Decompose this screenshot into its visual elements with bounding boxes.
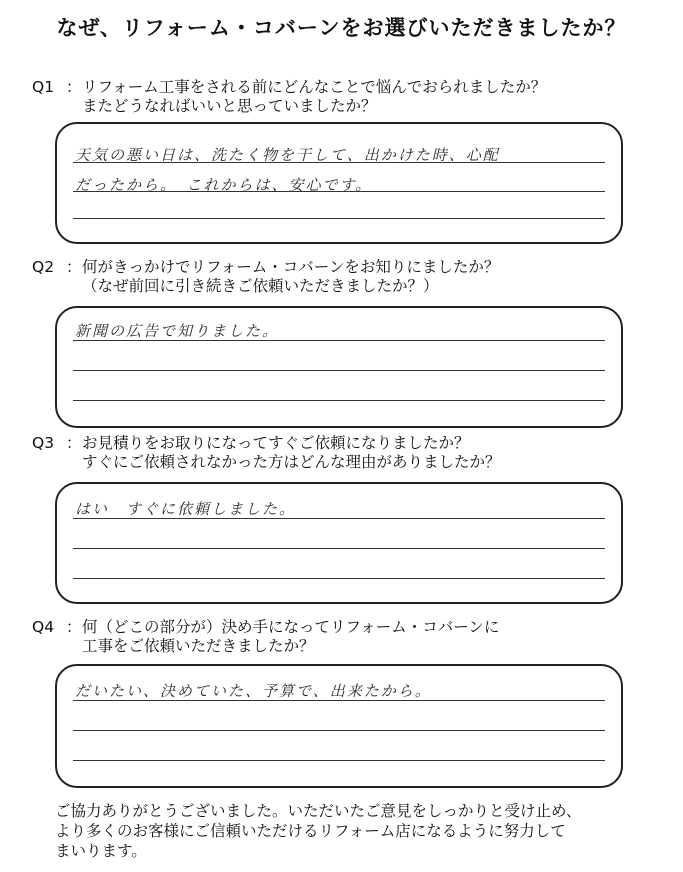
handwritten-answer-line2: だったから。 これからは、安心です。 [75, 176, 373, 194]
writing-line [73, 340, 605, 341]
writing-line [73, 578, 605, 579]
closing-line2: より多くのお客様にご信頼いただけるリフォーム店になるように努力して [55, 822, 566, 840]
question-text-line2: 工事をご依頼いただきましたか？ [82, 637, 315, 655]
question-colon: ： [66, 618, 82, 636]
handwritten-answer-line1: はい すぐに依頼しました。 [75, 500, 297, 518]
question-2 [32, 258, 642, 296]
closing-message [55, 801, 655, 861]
answer-box-4 [55, 664, 623, 788]
question-text-line2: すぐにご依頼されなかった方はどんな理由がありましたか？ [82, 453, 501, 471]
question-text-line1: お見積りをお取りになってすぐご依頼になりましたか？ [82, 434, 470, 452]
writing-line [73, 760, 605, 761]
question-number: Q1 [32, 78, 55, 96]
question-number: Q2 [32, 258, 55, 276]
answer-box-2 [55, 306, 623, 428]
writing-line [73, 518, 605, 519]
writing-line [73, 700, 605, 701]
writing-line [73, 730, 605, 731]
question-colon: ： [66, 78, 82, 96]
question-number: Q3 [32, 434, 55, 452]
writing-line [73, 400, 605, 401]
writing-line [73, 162, 605, 163]
form-title: なぜ、リフォーム・コバーンをお選びいただきましたか？ [56, 16, 627, 40]
writing-line [73, 370, 605, 371]
question-4 [32, 618, 642, 656]
question-colon: ： [66, 258, 82, 276]
closing-line3: まいります。 [55, 842, 147, 860]
writing-line [73, 548, 605, 549]
question-text-line2: （なぜ前回に引き続きご依頼いただきましたか？） [82, 277, 439, 295]
question-text-line1: 何（どこの部分が）決め手になってリフォーム・コバーンに [82, 618, 500, 636]
handwritten-answer-line1: 天気の悪い日は、洗たく物を干して、出かけた時、心配 [75, 146, 500, 164]
writing-line [73, 191, 605, 192]
question-text-line1: リフォーム工事をされる前にどんなことで悩んでおられましたか？ [82, 78, 547, 96]
handwritten-answer-line1: 新聞の広告で知りました。 [75, 322, 280, 340]
question-number: Q4 [32, 618, 55, 636]
answer-box-1 [55, 122, 623, 244]
handwritten-answer-line1: だいたい、決めていた、予算で、出来たから。 [75, 682, 432, 700]
closing-line1: ご協力ありがとうございました。いただいたご意見をしっかりと受け止め、 [55, 802, 582, 820]
question-text-line1: 何がきっかけでリフォーム・コバーンをお知りにましたか？ [82, 258, 500, 276]
question-1 [32, 78, 642, 116]
question-text-line2: またどうなればいいと思っていましたか？ [82, 97, 377, 115]
writing-line [73, 218, 605, 219]
question-colon: ： [66, 434, 82, 452]
question-3 [32, 434, 642, 472]
answer-box-3 [55, 482, 623, 604]
